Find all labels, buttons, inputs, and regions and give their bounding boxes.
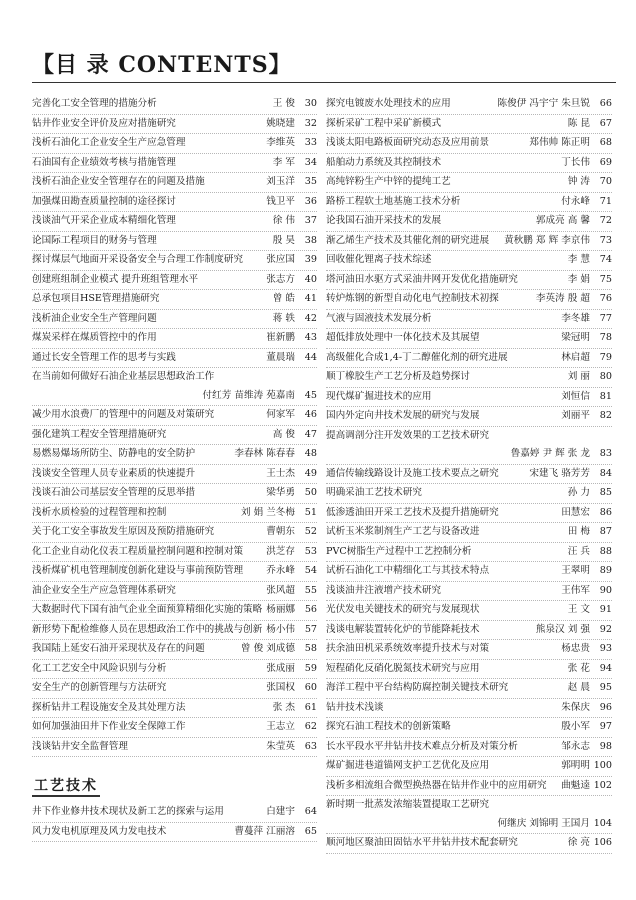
entry-author: 刘玉洋 [266, 176, 295, 187]
entry-author: 郭明明 [561, 760, 590, 771]
toc-entry[interactable] [326, 777, 612, 797]
entry-author: 刘 娟 兰冬梅 [240, 506, 295, 518]
toc-entry[interactable] [326, 523, 612, 543]
toc-entry[interactable] [326, 251, 612, 271]
entry-page-number: 38 [304, 234, 317, 246]
entry-author: 王志立 [266, 721, 295, 732]
entry-page-number: 65 [304, 825, 317, 837]
toc-entry[interactable] [326, 95, 612, 115]
toc-entry[interactable] [326, 193, 612, 213]
toc-entry[interactable] [326, 543, 612, 563]
entry-title: 化工企业自动化仪表工程质量控制问题和控制对策 [32, 545, 244, 557]
toc-entry[interactable] [326, 718, 612, 738]
entry-page-number: 102 [593, 779, 612, 791]
entry-title: 提高调剖分注开发效果的工艺技术研究 [326, 429, 490, 441]
entry-author: 付永峰 [561, 195, 590, 207]
entry-title: 石油国有企业绩效考核与措施管理 [32, 156, 176, 168]
toc-entry[interactable] [32, 387, 317, 407]
entry-page-number: 57 [304, 623, 317, 635]
entry-title: 减少用水浪费厂的管理中的问题及对策研究 [32, 409, 215, 420]
entry-title: 煤矿掘进巷道锚网支护工艺优化及应用 [326, 760, 490, 771]
entry-title: 创建班组制企业模式 提升班组管理水平 [32, 273, 199, 285]
toc-entry[interactable] [326, 562, 612, 582]
entry-page-number: 56 [304, 604, 317, 615]
entry-title: 试析玉米浆制剂生产工艺与设备改进 [326, 526, 480, 537]
entry-page-number: 52 [304, 526, 317, 537]
entry-title: 回收催化锂离子技术综述 [326, 254, 432, 265]
entry-author: 孙 力 [567, 487, 590, 498]
entry-page-number: 37 [304, 215, 317, 226]
entry-title: 总承包项目HSE管理措施研究 [32, 293, 160, 304]
toc-entry[interactable] [32, 718, 317, 738]
entry-page-number: 39 [304, 254, 317, 265]
toc-entry[interactable] [32, 679, 317, 699]
entry-author: 田 梅 [567, 526, 590, 537]
entry-title: 浅析石油化工企业安全生产应急管理 [32, 137, 186, 148]
entry-title: 浅谈电解装置转化炉的节能降耗技术 [326, 623, 480, 635]
entry-page-number: 40 [304, 273, 317, 285]
entry-author: 王士杰 [266, 467, 295, 479]
entry-author: 丁长伟 [561, 156, 590, 168]
toc-entry[interactable] [326, 621, 612, 641]
toc-entry[interactable] [32, 582, 317, 602]
entry-title: 加强煤田勘查质量控制的途径探讨 [32, 195, 176, 207]
entry-author: 郭成亮 高 馨 [535, 215, 590, 226]
entry-author: 梁华勇 [266, 487, 295, 498]
entry-page-number: 54 [304, 565, 317, 576]
entry-page-number: 75 [599, 273, 612, 285]
contents-header [32, 50, 616, 84]
section-heading [32, 775, 317, 795]
entry-page-number: 47 [304, 428, 317, 440]
entry-title: 扶余油田机采系统效率提升技术与对策 [326, 643, 490, 654]
toc-entry[interactable] [32, 562, 317, 582]
entry-page-number: 70 [599, 176, 612, 187]
toc-entry[interactable] [32, 193, 317, 213]
entry-author: 张成丽 [266, 662, 295, 674]
entry-author: 刘 丽 [567, 371, 590, 382]
toc-entry[interactable] [326, 212, 612, 232]
entry-title: 高级催化合成1,4-丁二醇催化剂的研究进展 [326, 351, 508, 363]
entry-title: 钻井作业安全评价及应对措施研究 [32, 117, 176, 129]
entry-title: 高纯锌粉生产中锌的提纯工艺 [326, 176, 451, 187]
entry-author: 蒋 轶 [272, 312, 295, 324]
entry-title: 钻井技术浅谈 [326, 701, 384, 713]
entry-author: 李维英 [266, 137, 295, 148]
entry-page-number: 81 [599, 390, 612, 402]
entry-author: 汪 兵 [567, 545, 590, 557]
entry-title: 浅谈安全管理人员专业素质的快速提升 [32, 467, 196, 479]
entry-author: 张应国 [266, 254, 295, 265]
entry-title: 顺河地区聚油田固钻水平井钻井技术配套研究 [326, 837, 518, 848]
entry-page-number: 89 [599, 565, 612, 576]
entry-author: 张 杰 [272, 701, 295, 713]
entry-title: 关于化工安全事故发生原因及预防措施研究 [32, 526, 215, 537]
entry-page-number: 45 [304, 389, 317, 401]
entry-title: 通信传输线路设计及施工技术要点之研究 [326, 467, 499, 479]
toc-entry[interactable] [32, 232, 317, 252]
toc-entry[interactable] [326, 834, 612, 854]
entry-title: 煤炭采样在煤质管控中的作用 [32, 332, 157, 343]
entry-page-number: 85 [599, 487, 612, 498]
toc-entry[interactable] [32, 660, 317, 680]
entry-page-number: 73 [599, 234, 612, 246]
entry-title: 探究电镀废水处理技术的应用 [326, 98, 451, 109]
entry-page-number: 64 [304, 806, 317, 817]
entry-author: 姚晓建 [266, 117, 295, 129]
entry-author: 曹朝东 [266, 526, 295, 537]
toc-entry[interactable] [326, 582, 612, 602]
entry-title: 光伏发电关键技术的研究与发展现状 [326, 604, 480, 615]
toc-entry[interactable] [326, 232, 612, 252]
toc-entry[interactable] [326, 640, 612, 660]
entry-author: 田慧宏 [561, 506, 590, 518]
entry-page-number: 71 [599, 195, 612, 207]
entry-page-number: 77 [599, 312, 612, 324]
entry-author: 李 慧 [567, 254, 590, 265]
entry-page-number: 51 [304, 506, 317, 518]
entry-page-number: 83 [599, 448, 612, 459]
entry-author: 陈俊伊 冯宇宁 朱旦锐 [497, 98, 590, 109]
toc-entry[interactable] [326, 465, 612, 485]
entry-author: 曹蔓萍 江丽溶 [234, 825, 295, 837]
entry-author: 钱卫平 [266, 195, 295, 207]
toc-entry[interactable] [326, 388, 612, 408]
entry-author: 张风超 [266, 584, 295, 596]
header-divider [32, 82, 616, 83]
toc-entry[interactable] [32, 523, 317, 543]
entry-page-number: 94 [599, 662, 612, 674]
toc-entry[interactable] [32, 115, 317, 135]
entry-page-number: 61 [304, 701, 317, 713]
entry-page-number: 88 [599, 545, 612, 557]
entry-page-number: 106 [593, 837, 612, 848]
entry-page-number: 32 [304, 117, 317, 129]
entry-page-number: 55 [304, 584, 317, 596]
entry-page-number: 46 [304, 409, 317, 420]
entry-title: 探讨煤层气地面开采设备安全与合理工作制度研究 [32, 254, 244, 265]
entry-title: 浅谈太阳电路板面研究动态及应用前景 [326, 137, 490, 148]
entry-author: 董晨瑞 [266, 351, 295, 363]
entry-page-number: 86 [599, 506, 612, 518]
entry-author: 梁冠明 [561, 332, 590, 343]
entry-title: 井下作业修井技术现状及新工艺的探索与运用 [32, 806, 224, 817]
entry-title: 渐乙烯生产技术及其催化剂的研究进展 [326, 234, 490, 246]
entry-title: 长水平段水平井钻井技术难点分析及对策分析 [326, 740, 518, 752]
entry-title: 试析石油化工中精细化工与其技术特点 [326, 565, 490, 576]
toc-entry[interactable] [32, 803, 317, 823]
entry-author: 黄秋鹏 郑 辉 李京伟 [504, 234, 590, 246]
entry-author: 殷小军 [561, 721, 590, 732]
entry-title: 强化建筑工程安全管理措施研究 [32, 428, 167, 440]
entry-author: 王翠明 [561, 565, 590, 576]
entry-title: 浅谈钻井安全监督管理 [32, 740, 128, 752]
entry-author: 刘丽平 [561, 410, 590, 421]
toc-entry[interactable] [326, 134, 612, 154]
entry-title: 论我国石油开采技术的发展 [326, 215, 442, 226]
entry-author: 朱莹英 [266, 740, 295, 752]
toc-entry[interactable] [326, 484, 612, 504]
left-column [32, 95, 317, 842]
entry-title: 短程硝化反硝化脱氮技术研究与应用 [326, 662, 480, 674]
entry-author: 徐 亮 [567, 837, 590, 848]
entry-title: 国内外定向井技术发展的研究与发展 [326, 410, 480, 421]
entry-author: 王 俊 [272, 98, 295, 109]
entry-author: 熊泉汉 刘 强 [535, 623, 590, 635]
entry-author: 曲魁逵 [561, 779, 590, 791]
entry-author: 李 军 [272, 156, 295, 168]
entry-title: 路桥工程软土地基施工技术分析 [326, 195, 461, 207]
entry-author: 李春林 陈春春 [234, 448, 295, 459]
entry-page-number: 68 [599, 137, 612, 148]
toc-entry[interactable] [32, 271, 317, 291]
entry-title: 低渗透油田开采工艺技术及提升措施研究 [326, 506, 499, 518]
toc-entry[interactable] [326, 660, 612, 680]
toc-entry[interactable] [32, 823, 317, 843]
entry-author: 鲁嘉婷 尹 辉 张 龙 [510, 448, 590, 459]
toc-entry[interactable] [326, 271, 612, 291]
entry-page-number: 104 [593, 817, 612, 829]
toc-entry[interactable] [326, 173, 612, 193]
entry-author: 崔新鹏 [266, 332, 295, 343]
entry-page-number: 36 [304, 195, 317, 207]
entry-author: 杨忠贵 [561, 643, 590, 654]
entry-page-number: 33 [304, 137, 317, 148]
toc-entry[interactable] [32, 310, 317, 330]
toc-entry[interactable] [32, 154, 317, 174]
entry-page-number: 100 [593, 760, 612, 771]
toc-entry[interactable] [326, 699, 612, 719]
toc-entry[interactable] [326, 154, 612, 174]
entry-page-number: 84 [599, 467, 612, 479]
entry-page-number: 67 [599, 117, 612, 129]
entry-author: 李英涛 殷 超 [535, 293, 590, 304]
entry-author: 张志方 [266, 273, 295, 285]
toc-entry[interactable] [32, 406, 317, 426]
toc-entry[interactable] [32, 699, 317, 719]
entry-page-number: 79 [599, 351, 612, 363]
entry-title: PVC树脂生产过程中工艺控制分析 [326, 545, 472, 557]
toc-entry[interactable] [32, 134, 317, 154]
entry-page-number: 66 [599, 98, 612, 109]
toc-entry[interactable] [326, 757, 612, 777]
entry-author: 白建宇 [266, 806, 295, 817]
entry-title: 完善化工安全管理的措施分析 [32, 98, 157, 109]
entry-title: 论国际工程项目的财务与管理 [32, 234, 157, 246]
entry-page-number: 91 [599, 604, 612, 615]
entry-author: 曾 皓 [272, 293, 295, 304]
entry-author: 赵 晨 [567, 682, 590, 693]
entry-title: 化工工艺安全中风险识别与分析 [32, 662, 167, 674]
toc-entry[interactable] [32, 426, 317, 446]
entry-page-number: 95 [599, 682, 612, 693]
entry-page-number: 78 [599, 332, 612, 343]
entry-page-number: 60 [304, 682, 317, 693]
toc-entry[interactable] [32, 640, 317, 660]
entry-title: 我国陆上延安石油开采现状及存在的问题 [32, 643, 205, 654]
toc-entry[interactable] [32, 445, 317, 465]
entry-page-number: 92 [599, 623, 612, 635]
toc-entry[interactable] [32, 465, 317, 485]
toc-entry[interactable] [32, 212, 317, 232]
entry-title: 超低排放处理中一体化技术及其展望 [326, 332, 480, 343]
entry-page-number: 62 [304, 721, 317, 732]
entry-title: 油企业安全生产应急管理体系研究 [32, 584, 176, 596]
entry-title: 如何加强油田井下作业安全保障工作 [32, 721, 186, 732]
toc-entry[interactable] [326, 815, 612, 835]
entry-title: 新形势下配检维修人员在思想政治工作中的挑战与创新 [32, 623, 263, 635]
toc-entry[interactable] [326, 115, 612, 135]
toc-entry[interactable] [32, 173, 317, 193]
entry-author: 李冬雄 [561, 312, 590, 324]
entry-title: 转炉炼钢的新型自动化电气控制技术初探 [326, 293, 499, 304]
toc-entry[interactable] [326, 407, 612, 427]
entry-title: 探析采矿工程中采矿新模式 [326, 117, 442, 129]
entry-author: 高 俊 [272, 428, 295, 440]
toc-entry[interactable] [326, 329, 612, 349]
entry-author: 郑伟帅 陈正明 [529, 137, 590, 148]
entry-author: 徐 伟 [272, 215, 295, 226]
toc-entry[interactable] [32, 349, 317, 369]
toc-entry[interactable] [32, 543, 317, 563]
entry-page-number: 50 [304, 487, 317, 498]
entry-page-number: 43 [304, 332, 317, 343]
entry-page-number: 35 [304, 176, 317, 187]
toc-entry[interactable] [326, 738, 612, 758]
toc-entry[interactable] [32, 484, 317, 504]
toc-entry[interactable] [32, 738, 317, 758]
entry-page-number: 90 [599, 584, 612, 596]
entry-author: 曾 俊 刘成德 [240, 643, 295, 654]
entry-page-number: 34 [304, 156, 317, 168]
entry-page-number: 69 [599, 156, 612, 168]
entry-title: 在当前如何做好石油企业基层思想政治工作 [32, 371, 215, 382]
entry-page-number: 87 [599, 526, 612, 537]
entry-title: 浅析多相流组合微型换热器在钻井作业中的应用研究 [326, 779, 547, 791]
entry-title: 塔河油田水驱方式采油井网开发优化措施研究 [326, 273, 518, 285]
entry-title: 浅析煤矿机电管理制度创新化建设与事前预防管理 [32, 565, 244, 576]
entry-title: 大数据时代下国有油气企业全面预算精细化实施的策略 [32, 604, 263, 615]
entry-author: 朱保庆 [561, 701, 590, 713]
toc-entry[interactable] [32, 621, 317, 641]
entry-title: 通过长安全管理工作的思考与实践 [32, 351, 176, 363]
entry-title: 明确采油工艺技术研究 [326, 487, 422, 498]
entry-page-number: 72 [599, 215, 612, 226]
toc-entry[interactable] [32, 368, 317, 387]
entry-author: 刘恒信 [561, 390, 590, 402]
entry-title: 浅谈石油公司基层安全管理的反思举措 [32, 487, 196, 498]
entry-title: 浅谈油气开采企业成本精细化管理 [32, 215, 176, 226]
entry-author: 李 娟 [567, 273, 590, 285]
entry-title: 浅谈油井注液增产技术研究 [326, 584, 442, 596]
entry-page-number: 48 [304, 448, 317, 459]
entry-title: 安全生产的创新管理与方法研究 [32, 682, 167, 693]
toc-entry[interactable] [326, 290, 612, 310]
entry-page-number: 41 [304, 293, 317, 304]
entry-title: 气液与固液技术发展分析 [326, 312, 432, 324]
entry-title: 海洋工程中平台结构防腐控制关键技术研究 [326, 682, 509, 693]
toc-entry[interactable] [326, 368, 612, 388]
entry-page-number: 82 [599, 410, 612, 421]
section-title: 工艺技术 [32, 775, 100, 797]
entry-page-number: 44 [304, 351, 317, 363]
toc-entry[interactable] [326, 679, 612, 699]
toc-entry[interactable] [32, 601, 317, 621]
entry-author: 杨小伟 [266, 623, 296, 635]
entry-page-number: 63 [304, 740, 317, 752]
entry-page-number: 97 [599, 721, 612, 732]
entry-author: 王伟军 [561, 584, 590, 596]
toc-entry[interactable] [32, 329, 317, 349]
entry-page-number: 76 [599, 293, 612, 304]
entry-author: 殷 昊 [272, 234, 295, 246]
entry-author: 何家军 [266, 409, 295, 420]
entry-page-number: 59 [304, 662, 317, 674]
entry-author: 乔永峰 [266, 565, 295, 576]
entry-page-number: 53 [304, 545, 317, 557]
toc-entry[interactable] [326, 445, 612, 465]
entry-author: 杨丽娜 [266, 604, 296, 615]
entry-title: 探究石油工程技术的创新策略 [326, 721, 451, 732]
toc-entry[interactable] [326, 601, 612, 621]
entry-author: 陈 昆 [567, 117, 590, 129]
toc-entry[interactable] [32, 290, 317, 310]
entry-title: 浅析油企业安全生产管理问题 [32, 312, 157, 324]
toc-entry[interactable] [326, 310, 612, 330]
entry-page-number: 80 [599, 371, 612, 382]
toc-entry[interactable] [326, 349, 612, 369]
entry-page-number: 42 [304, 312, 317, 324]
entry-author: 张国权 [266, 682, 295, 693]
entry-page-number: 49 [304, 467, 317, 479]
entry-title: 易燃易爆场所防尘、防静电的安全防护 [32, 448, 196, 459]
entry-title: 新时期一批蒸发浓缩装置提取工艺研究 [326, 799, 490, 810]
entry-author: 张 花 [567, 662, 590, 674]
entry-page-number: 96 [599, 701, 612, 713]
entry-page-number: 30 [304, 98, 317, 109]
toc-entry[interactable] [32, 95, 317, 115]
toc-entry[interactable] [32, 251, 317, 271]
entry-page-number: 74 [599, 254, 612, 265]
entry-page-number: 98 [599, 740, 612, 752]
entry-title: 现代煤矿掘进技术的应用 [326, 390, 432, 402]
entry-page-number: 93 [599, 643, 612, 654]
entry-author: 邹永志 [561, 740, 590, 752]
entry-author: 钟 涛 [567, 176, 590, 187]
page-title: 【目 录 CONTENTS】 [32, 52, 292, 78]
toc-entry[interactable] [326, 796, 612, 815]
entry-title: 浅析水质检验的过程管理和控制 [32, 506, 167, 518]
entry-author: 王 文 [567, 604, 590, 615]
toc-entry[interactable] [326, 504, 612, 524]
entry-title: 船舶动力系统及其控制技术 [326, 156, 442, 168]
entry-author: 何继庆 刘锦明 王国月 [497, 817, 590, 829]
entry-title: 顺丁橡胶生产工艺分析及趋势探讨 [326, 371, 470, 382]
entry-page-number: 58 [304, 643, 317, 654]
entry-title: 风力发电机原理及风力发电技术 [32, 825, 167, 837]
right-column [326, 95, 612, 854]
entry-author: 付红芳 苗维涛 苑嘉南 [202, 389, 295, 401]
toc-entry[interactable] [32, 504, 317, 524]
entry-author: 林启超 [561, 351, 590, 363]
entry-author: 洪芝存 [266, 545, 295, 557]
toc-entry[interactable] [326, 427, 612, 446]
entry-author: 宋建飞 骆芳芳 [529, 467, 590, 479]
entry-title: 浅析石油企业安全管理存在的问题及措施 [32, 176, 205, 187]
entry-title: 探析钻井工程设施安全及其处理方法 [32, 701, 186, 713]
